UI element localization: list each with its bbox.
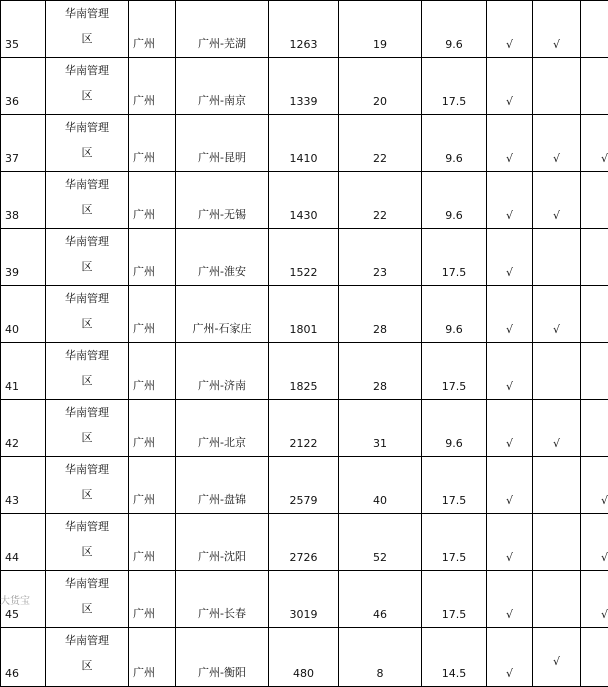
distance-cell: 1522 (269, 229, 339, 286)
row-number-cell: 43 (1, 457, 46, 514)
region-cell (46, 457, 129, 514)
row-number-cell: 41 (1, 343, 46, 400)
region-cell (46, 286, 129, 343)
vehicle-length-cell: 9.6 (422, 286, 487, 343)
check-col-1-cell: √ (487, 400, 533, 457)
vehicle-length-cell: 9.6 (422, 400, 487, 457)
distance-cell: 480 (269, 628, 339, 687)
check-col-1-cell: √ (487, 343, 533, 400)
table-row (1, 457, 608, 514)
route-cell: 广州-芜湖 (176, 1, 269, 58)
distance-cell: 1410 (269, 115, 339, 172)
route-table-body (1, 1, 608, 687)
city-cell: 广州 (129, 58, 176, 115)
check-col-3-cell (581, 343, 608, 400)
hours-cell: 28 (339, 286, 422, 343)
city-cell: 广州 (129, 628, 176, 687)
check-col-3-cell (581, 1, 608, 58)
check-col-1-cell: √ (487, 286, 533, 343)
city-cell: 广州 (129, 514, 176, 571)
distance-cell: 2726 (269, 514, 339, 571)
distance-cell: 1825 (269, 343, 339, 400)
route-cell: 广州-沈阳 (176, 514, 269, 571)
check-col-2-cell (533, 571, 581, 628)
distance-cell: 1339 (269, 58, 339, 115)
check-col-3-cell (581, 628, 608, 687)
route-cell: 广州-济南 (176, 343, 269, 400)
region-cell (46, 400, 129, 457)
vehicle-length-cell: 9.6 (422, 115, 487, 172)
check-col-2-cell: √ (533, 1, 581, 58)
table-row (1, 115, 608, 172)
region-line-1: 华南管理 (46, 58, 128, 83)
check-col-1-cell: √ (487, 229, 533, 286)
check-col-1-cell: √ (487, 115, 533, 172)
region-line-2: 区 (46, 140, 128, 165)
region-line-2: 区 (46, 596, 128, 621)
table-row (1, 58, 608, 115)
region-cell (46, 229, 129, 286)
region-line-1: 华南管理 (46, 628, 128, 653)
check-col-3-cell: √ (581, 457, 608, 514)
region-line-2: 区 (46, 311, 128, 336)
route-cell: 广州-南京 (176, 58, 269, 115)
route-cell: 广州-淮安 (176, 229, 269, 286)
check-col-1-cell: √ (487, 514, 533, 571)
distance-cell: 2122 (269, 400, 339, 457)
vehicle-length-cell: 17.5 (422, 457, 487, 514)
vehicle-length-cell: 17.5 (422, 343, 487, 400)
region-line-1: 华南管理 (46, 457, 128, 482)
region-cell (46, 115, 129, 172)
region-line-2: 区 (46, 197, 128, 222)
distance-cell: 2579 (269, 457, 339, 514)
table-row (1, 286, 608, 343)
region-line-2: 区 (46, 425, 128, 450)
region-line-2: 区 (46, 539, 128, 564)
distance-cell: 1263 (269, 1, 339, 58)
hours-cell: 22 (339, 172, 422, 229)
check-col-2-cell: √ (533, 286, 581, 343)
region-cell (46, 1, 129, 58)
region-line-1: 华南管理 (46, 229, 128, 254)
check-col-3-cell: √ (581, 571, 608, 628)
vehicle-length-cell: 14.5 (422, 628, 487, 687)
row-number-cell: 39 (1, 229, 46, 286)
check-col-1-cell: √ (487, 571, 533, 628)
row-number-cell: 45 (1, 571, 46, 628)
distance-cell: 1801 (269, 286, 339, 343)
route-cell: 广州-衡阳 (176, 628, 269, 687)
row-number-cell: 46 (1, 628, 46, 687)
table-row (1, 628, 608, 687)
check-col-1-cell: √ (487, 1, 533, 58)
region-line-2: 区 (46, 254, 128, 279)
region-line-1: 华南管理 (46, 514, 128, 539)
check-col-1-cell: √ (487, 628, 533, 687)
distance-cell: 1430 (269, 172, 339, 229)
row-number-cell: 38 (1, 172, 46, 229)
row-number-cell: 44 (1, 514, 46, 571)
city-cell: 广州 (129, 229, 176, 286)
region-line-2: 区 (46, 653, 128, 678)
hours-cell: 19 (339, 1, 422, 58)
check-col-2-cell: √ (533, 115, 581, 172)
route-cell: 广州-昆明 (176, 115, 269, 172)
table-row (1, 1, 608, 58)
check-col-3-cell (581, 229, 608, 286)
vehicle-length-cell: 17.5 (422, 229, 487, 286)
vehicle-length-cell: 17.5 (422, 571, 487, 628)
route-cell: 广州-长春 (176, 571, 269, 628)
hours-cell: 46 (339, 571, 422, 628)
city-cell: 广州 (129, 457, 176, 514)
city-cell: 广州 (129, 343, 176, 400)
check-col-3-cell (581, 58, 608, 115)
check-col-3-cell: √ (581, 115, 608, 172)
city-cell: 广州 (129, 286, 176, 343)
check-col-2-cell (533, 457, 581, 514)
table-row (1, 343, 608, 400)
hours-cell: 20 (339, 58, 422, 115)
hours-cell: 22 (339, 115, 422, 172)
check-col-1-cell: √ (487, 58, 533, 115)
distance-cell: 3019 (269, 571, 339, 628)
table-row (1, 172, 608, 229)
city-cell: 广州 (129, 571, 176, 628)
table-row (1, 400, 608, 457)
check-col-2-cell (533, 343, 581, 400)
city-cell: 广州 (129, 400, 176, 457)
check-col-2-cell: √ (533, 400, 581, 457)
hours-cell: 40 (339, 457, 422, 514)
vehicle-length-cell: 9.6 (422, 172, 487, 229)
check-col-2-cell (533, 229, 581, 286)
row-number-cell: 42 (1, 400, 46, 457)
check-col-2-cell (533, 514, 581, 571)
check-col-3-cell (581, 400, 608, 457)
check-col-2-cell: √ (533, 628, 581, 687)
row-number-cell: 40 (1, 286, 46, 343)
hours-cell: 31 (339, 400, 422, 457)
city-cell: 广州 (129, 172, 176, 229)
row-number-cell: 37 (1, 115, 46, 172)
region-line-1: 华南管理 (46, 571, 128, 596)
region-line-2: 区 (46, 26, 128, 51)
table-row (1, 229, 608, 286)
hours-cell: 52 (339, 514, 422, 571)
region-line-1: 华南管理 (46, 286, 128, 311)
region-line-1: 华南管理 (46, 343, 128, 368)
row-number-cell: 35 (1, 1, 46, 58)
region-cell (46, 58, 129, 115)
route-cell: 广州-盘锦 (176, 457, 269, 514)
region-line-2: 区 (46, 482, 128, 507)
check-col-1-cell: √ (487, 457, 533, 514)
region-cell (46, 343, 129, 400)
vehicle-length-cell: 9.6 (422, 1, 487, 58)
table-row (1, 514, 608, 571)
check-col-3-cell: √ (581, 514, 608, 571)
city-cell: 广州 (129, 1, 176, 58)
region-cell (46, 172, 129, 229)
check-col-1-cell: √ (487, 172, 533, 229)
region-cell (46, 628, 129, 687)
check-col-2-cell: √ (533, 172, 581, 229)
row-number-cell: 36 (1, 58, 46, 115)
route-cell: 广州-北京 (176, 400, 269, 457)
route-cell: 广州-石家庄 (176, 286, 269, 343)
region-line-1: 华南管理 (46, 115, 128, 140)
check-col-3-cell (581, 286, 608, 343)
region-line-2: 区 (46, 368, 128, 393)
watermark: 大货宝 (0, 592, 30, 607)
region-line-1: 华南管理 (46, 400, 128, 425)
city-cell: 广州 (129, 115, 176, 172)
table-row (1, 571, 608, 628)
region-line-1: 华南管理 (46, 172, 128, 197)
check-col-3-cell (581, 172, 608, 229)
check-col-2-cell (533, 58, 581, 115)
vehicle-length-cell: 17.5 (422, 58, 487, 115)
hours-cell: 28 (339, 343, 422, 400)
hours-cell: 8 (339, 628, 422, 687)
region-cell (46, 514, 129, 571)
hours-cell: 23 (339, 229, 422, 286)
region-line-1: 华南管理 (46, 1, 128, 26)
region-cell (46, 571, 129, 628)
route-cell: 广州-无锡 (176, 172, 269, 229)
vehicle-length-cell: 17.5 (422, 514, 487, 571)
region-line-2: 区 (46, 83, 128, 108)
